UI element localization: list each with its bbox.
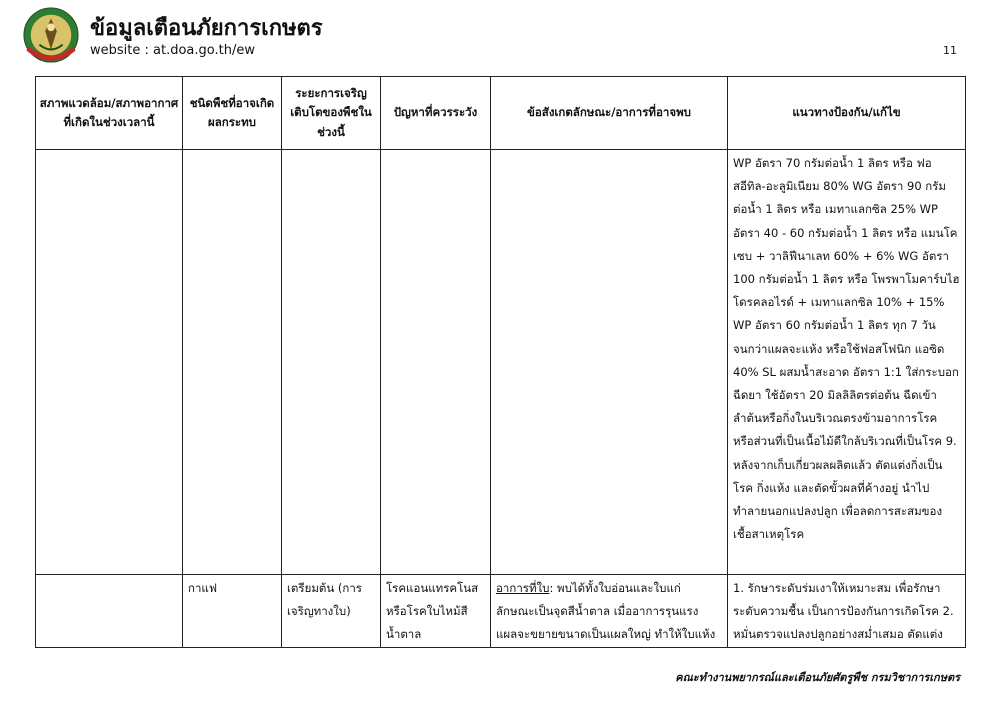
cell-problem: โรคแอนแทรคโนส หรือโรคใบไหม้สีน้ำตาล <box>381 575 491 648</box>
cell-crop <box>183 150 282 575</box>
cell-symptoms <box>491 150 728 575</box>
column-header-symptoms: ข้อสังเกตลักษณะ/อาการที่อาจพบ <box>491 77 728 150</box>
cell-environment <box>36 575 183 648</box>
page-title: ข้อมูลเตือนภัยการเกษตร <box>90 16 323 41</box>
column-header-prevention: แนวทางป้องกัน/แก้ไข <box>728 77 966 150</box>
table-header-row <box>36 77 966 150</box>
footer-credit: คณะทำงานพยากรณ์และเตือนภัยศัตรูพืช กรมวิชาการเกษตร <box>675 671 960 684</box>
page-number: 11 <box>943 44 957 57</box>
column-header-environment: สภาพแวดล้อม/สภาพอากาศที่เกิดในช่วงเวลานี้ <box>36 77 183 150</box>
table-row <box>36 575 966 648</box>
cell-prevention: 1. รักษาระดับร่มเงาให้เหมาะสม เพื่อรักษาระดับความชื้น เป็นการป้องกันการเกิดโรค 2. หมั่นตรวจแปลงปลูกอย่างสม่ำเสมอ ตัดแต่ง <box>728 575 966 648</box>
column-header-crop: ชนิดพืชที่อาจเกิดผลกระทบ <box>183 77 282 150</box>
column-header-problem: ปัญหาที่ควรระวัง <box>381 77 491 150</box>
column-header-growth-stage: ระยะการเจริญเติบโตของพืชในช่วงนี้ <box>282 77 381 150</box>
cell-symptoms <box>491 575 728 648</box>
cell-problem <box>381 150 491 575</box>
prevention-continued-text: WP อัตรา 70 กรัมต่อน้ำ 1 ลิตร หรือ ฟอสอีทิล-อะลูมิเนียม 80% WG อัตรา 90 กรัมต่อน้ำ 1 ลิตร หรือ เมทาแลกซิล 25% WP อัตรา 40 - 60 กรัมต่อน้ำ 1 ลิตร หรือ แมนโคเซบ + วาลิฟีนาเลท 60% + 6% WG อัตรา 100 กรัมต่อน้ำ 1 ลิตร หรือ โพรพาโมคาร์บไฮโดรคลอไรด์ + เมทาแลกซิล 10% + 15% WP อัตรา 60 กรัมต่อน้ำ 1 ลิตร ทุก 7 วัน จนกว่าแผลจะแห้ง หรือใช้ฟอสโฟนิก แอซิด 40% SL ผสมน้ำสะอาด อัตรา 1:1 ใส่กระบอกฉีดยา ใช้อัตรา 20 มิลลิลิตรต่อต้น ฉีดเข้าลำต้นหรือกิ่งในบริเวณตรงข้ามอาการโรค หรือส่วนที่เป็นเนื้อไม้ดีใกล้บริเวณที่เป็นโรค 9. หลังจากเก็บเกี่ยวผลผลิตแล้ว ตัดแต่งกิ่งเป็นโรค กิ่งแห้ง และตัดขั้วผลที่ค้างอยู่ นำไปทำลายนอกแปลงปลูก เพื่อลดการสะสมของเชื้อสาเหตุโรค <box>733 156 960 542</box>
cell-environment <box>36 150 183 575</box>
symptom-label: อาการที่ใบ <box>496 581 550 595</box>
cell-crop: กาแฟ <box>183 575 282 648</box>
cell-prevention <box>728 150 966 575</box>
cell-growth-stage: เตรียมต้น (การเจริญทางใบ) <box>282 575 381 648</box>
warning-table <box>35 76 966 648</box>
website-url: website : at.doa.go.th/ew <box>90 43 255 58</box>
symptom-text: : พบได้ทั้งใบอ่อนและใบแก่ ลักษณะเป็นจุดสีน้ำตาล เมื่ออาการรุนแรง แผลจะขยายขนาดเป็นแผลใหญ่ ทำให้ใบแห้ง <box>496 581 716 642</box>
doa-logo <box>22 6 80 64</box>
cell-growth-stage <box>282 150 381 575</box>
table-row <box>36 150 966 575</box>
